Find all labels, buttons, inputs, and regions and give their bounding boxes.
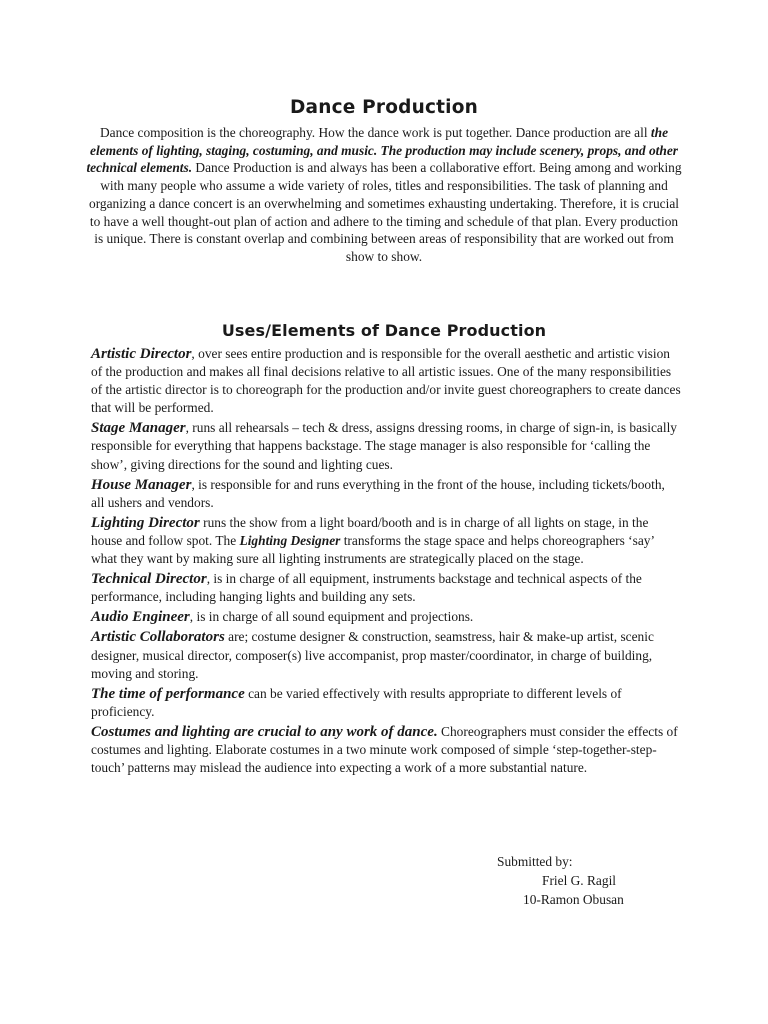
desc-technical-director: , is in charge of all equipment, instruments backstage and technical aspects of the performance, including hanging lights and building any sets. <box>91 571 642 605</box>
item-time-of-performance <box>91 685 681 721</box>
item-artistic-collaborators <box>91 628 681 682</box>
desc-lighting-director: runs the show from a light board/booth and is in charge of all lights on stage, in the house and follow spot. The <box>91 514 649 548</box>
term-artistic-collaborators: Artistic Collaborators <box>91 629 225 646</box>
term-artistic-director: Artistic Director <box>91 346 192 362</box>
intro-text-1: Dance composition is the choreography. How the dance work is put together. Dance production are all <box>99 125 651 140</box>
term-lighting-director: Lighting Director <box>91 514 200 531</box>
desc-house-manager: , is responsible for and runs everything in the front of the house, including tickets/booth, all ushers and vendors. <box>91 476 665 510</box>
item-house-manager <box>91 476 681 512</box>
desc-audio-engineer: , is in charge of all sound equipment and projections. <box>189 609 474 625</box>
item-costumes-lighting <box>91 723 681 777</box>
signature-label: Submitted by: <box>497 854 573 869</box>
desc-artistic-director: , over sees entire production and is responsible for the overall aesthetic and artistic vision of the production and makes all final decisions relative to all artistic issues. One of the many responsibilities of the artistic director is to choreograph for the production and/or invite guest choreographers to create dances that will be performed. <box>91 346 681 416</box>
term-lighting-designer: Lighting Designer <box>239 532 341 548</box>
document-title: Dance Production <box>289 97 478 118</box>
intro-text-3: Being among and working with many people who assume a wide variety of roles, titles and responsibilities. The task of planning and organizing a dance concert is an overwhelming and sometimes exhausting undertaking. Therefore, it is crucial to have a well thought-out plan of action and adhere to the timing and schedule of that plan. Every production is unique. There is constant overlap and combining between areas of responsibility that are worked out from show to show. <box>89 160 682 264</box>
term-time-of-performance: The time of performance <box>91 685 245 702</box>
signature-name: Friel G. Ragil <box>542 873 617 888</box>
item-stage-manager <box>91 419 681 473</box>
term-house-manager: House Manager <box>91 476 192 493</box>
term-technical-director: Technical Director <box>91 571 207 588</box>
item-technical-director <box>91 570 681 606</box>
desc-lighting-designer: transforms the stage space and helps choreographers ‘say’ what they want by making sure all lighting instruments are strategically placed on the stage. <box>91 532 654 567</box>
intro-paragraph <box>86 124 682 266</box>
item-audio-engineer <box>91 608 681 626</box>
elements-list <box>91 345 681 779</box>
item-lighting-director <box>91 514 681 568</box>
signature-section: 10-Ramon Obusan <box>523 892 624 907</box>
desc-costumes-lighting: Choreographers must consider the effects of costumes and lighting. Elaborate costumes in a two minute work composed of simple ‘step-together-step-touch’ patterns may mislead the audience into expecting a work of a more substantial nature. <box>91 723 678 776</box>
term-stage-manager: Stage Manager <box>91 420 186 437</box>
section-title: Uses/Elements of Dance Production <box>221 321 547 340</box>
term-costumes-lighting: Costumes and lighting are crucial to any work of dance. <box>91 723 438 740</box>
term-audio-engineer: Audio Engineer <box>91 609 190 626</box>
desc-time-of-performance: can be varied effectively with results appropriate to different levels of proficiency. <box>91 685 622 719</box>
desc-artistic-collaborators: are; costume designer & construction, seamstress, hair & make-up artist, scenic designer, musical director, composer(s) live accompanist, prop master/coordinator, in charge of building, moving and storing. <box>91 629 654 681</box>
desc-stage-manager: , runs all rehearsals – tech & dress, assigns dressing rooms, in charge of sign-in, is basically responsible for everything that happens backstage. The stage manager is also responsible for ‘calling the show’, giving directions for the sound and lighting cues. <box>91 420 677 472</box>
intro-text-2: Dance Production is and always has been a collaborative effort. <box>192 160 536 176</box>
intro-emphasis: the elements of lighting, staging, costuming, and music. The production may include scenery, props, and other technical elements. <box>86 125 678 176</box>
item-artistic-director <box>91 345 681 417</box>
